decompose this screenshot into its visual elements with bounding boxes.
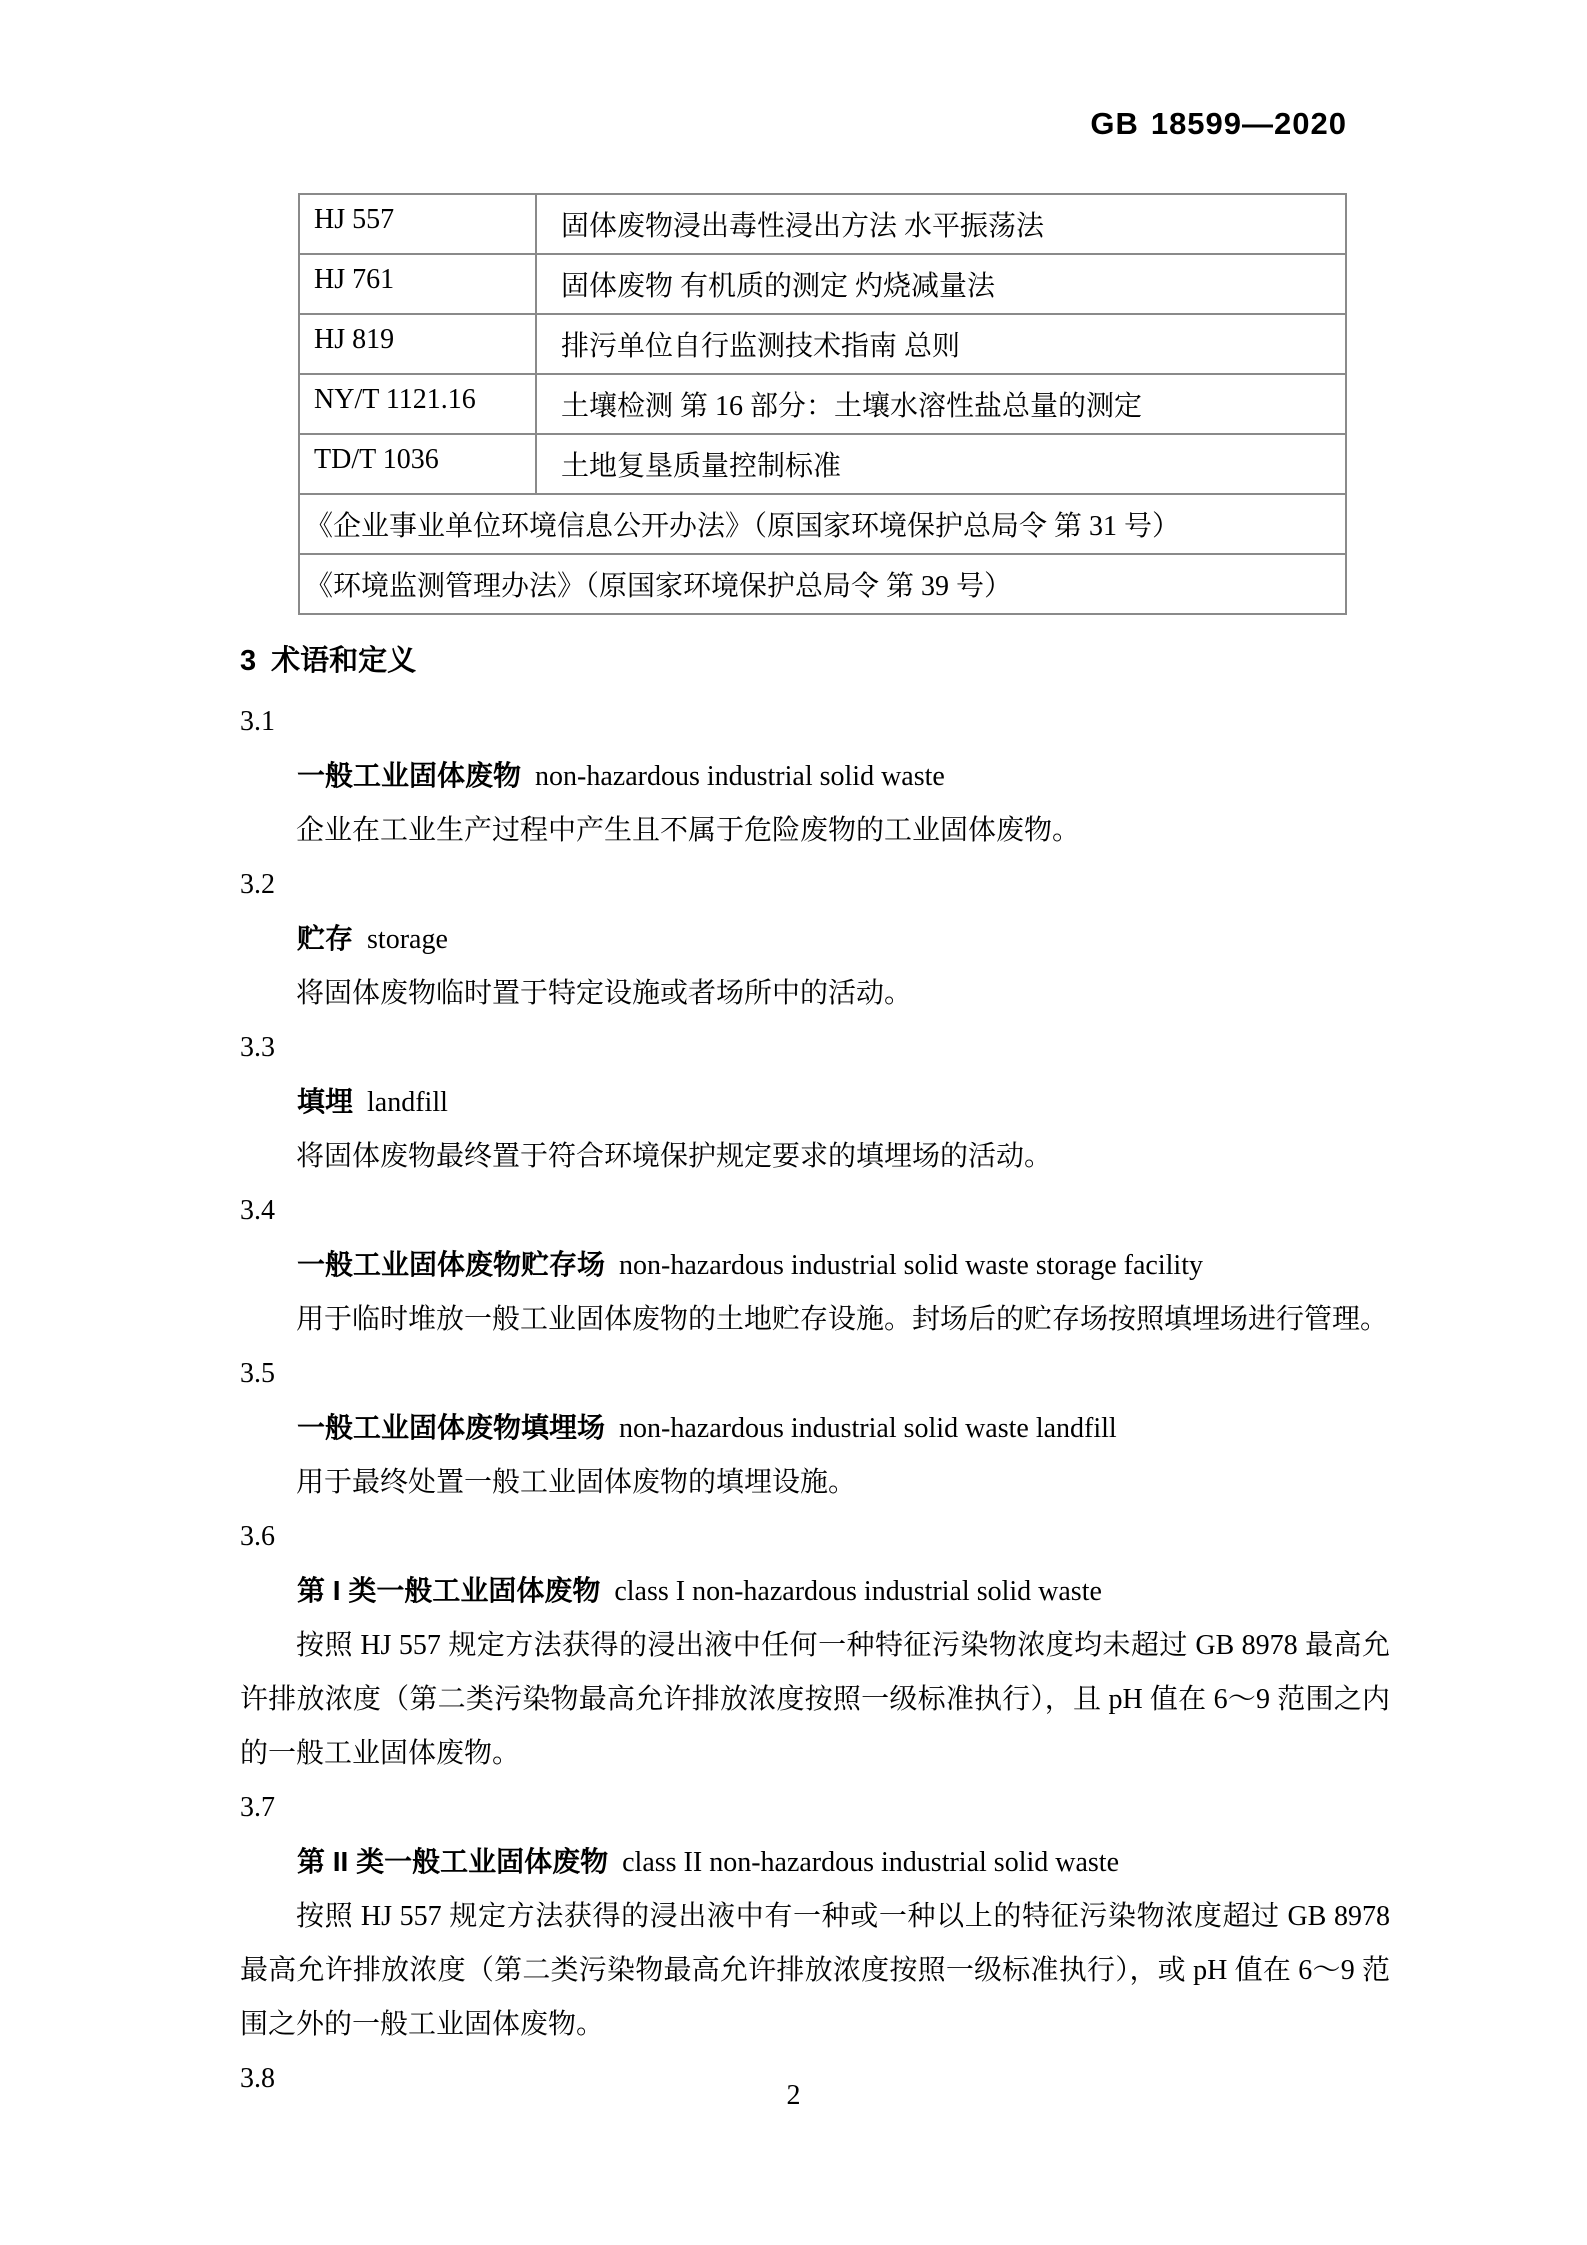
- term-name-en: class I non-hazardous industrial solid waste: [614, 1576, 1102, 1607]
- term-name-zh: 一般工业固体废物填埋场: [297, 1412, 606, 1443]
- ref-note-cell: 《环境监测管理办法》（原国家环境保护总局令 第 39 号）: [299, 554, 1346, 614]
- term-id: 3.1: [240, 706, 275, 737]
- term-block: [240, 1347, 1390, 1510]
- term-name-en: non-hazardous industrial solid waste landfill: [619, 1413, 1117, 1444]
- section-number: 3: [240, 645, 257, 677]
- table-row: [299, 194, 1346, 254]
- ref-title-cell: 土地复垦质量控制标准: [536, 434, 1346, 494]
- term-definition: 将固体废物临时置于特定设施或者场所中的活动。: [296, 978, 913, 1009]
- term-block: [240, 695, 1390, 858]
- term-name-zh: 第 I 类一般工业固体废物: [297, 1575, 601, 1606]
- ref-code-cell: HJ 819: [299, 314, 536, 374]
- term-definition: 用于临时堆放一般工业固体废物的土地贮存设施。封场后的贮存场按照填埋场进行管理。: [296, 1304, 1389, 1335]
- term-definition: 企业在工业生产过程中产生且不属于危险废物的工业固体废物。: [296, 815, 1081, 846]
- term-name-zh: 一般工业固体废物: [297, 760, 522, 791]
- term-id: 3.7: [240, 1792, 275, 1823]
- term-id: 3.2: [240, 869, 275, 900]
- term-name: [240, 1238, 1390, 1293]
- standard-code-label: 18599—2020: [1150, 106, 1347, 141]
- ref-title-cell: 固体废物浸出毒性浸出方法 水平振荡法: [536, 194, 1346, 254]
- ref-note-cell: 《企业事业单位环境信息公开办法》（原国家环境保护总局令 第 31 号）: [299, 494, 1346, 554]
- table-row: [299, 374, 1346, 434]
- term-id: 3.6: [240, 1521, 275, 1552]
- ref-code-cell: TD/T 1036: [299, 434, 536, 494]
- section-title: 术语和定义: [271, 645, 417, 677]
- term-name: [240, 1401, 1390, 1456]
- ref-code-cell: NY/T 1121.16: [299, 374, 536, 434]
- term-block: [240, 858, 1390, 1021]
- term-name: [240, 1564, 1390, 1619]
- page-number: 2: [786, 2080, 801, 2111]
- term-block: [240, 1510, 1390, 1781]
- table-row: [299, 314, 1346, 374]
- term-definition: 将固体废物最终置于符合环境保护规定要求的填埋场的活动。: [296, 1141, 1053, 1172]
- term-id: 3.3: [240, 1032, 275, 1063]
- term-definition: 按照 HJ 557 规定方法获得的浸出液中任何一种特征污染物浓度均未超过 GB 8978 最高允许排放浓度（第二类污染物最高允许排放浓度按照一级标准执行），且 pH 值在 6～9 范围之内的一般工业固体废物。: [240, 1630, 1390, 1769]
- ref-title-cell: 排污单位自行监测技术指南 总则: [536, 314, 1346, 374]
- page-body: [240, 193, 1390, 2106]
- term-id: 3.5: [240, 1358, 275, 1389]
- table-row: [299, 434, 1346, 494]
- term-name-en: landfill: [367, 1087, 448, 1118]
- terms-and-definitions: [240, 695, 1390, 2106]
- term-name-en: non-hazardous industrial solid waste: [535, 761, 945, 792]
- table-row: [299, 494, 1346, 554]
- term-name-zh: 填埋: [297, 1086, 354, 1117]
- term-id: 3.4: [240, 1195, 275, 1226]
- table-row: [299, 254, 1346, 314]
- table-row: [299, 554, 1346, 614]
- term-name-zh: 第 II 类一般工业固体废物: [297, 1846, 609, 1877]
- ref-code-cell: HJ 761: [299, 254, 536, 314]
- term-name: [240, 1835, 1390, 1890]
- term-block: [240, 1781, 1390, 2052]
- term-name-zh: 一般工业固体废物贮存场: [297, 1249, 606, 1280]
- section-heading: [240, 641, 1390, 681]
- ref-code-cell: HJ 557: [299, 194, 536, 254]
- term-definition: 用于最终处置一般工业固体废物的填埋设施。: [296, 1467, 857, 1498]
- term-name-zh: 贮存: [297, 923, 354, 954]
- term-name-en: class II non-hazardous industrial solid waste: [622, 1847, 1120, 1878]
- term-name: [240, 912, 1390, 967]
- term-id: 3.8: [240, 2063, 275, 2094]
- term-block: [240, 1021, 1390, 1184]
- ref-title-cell: 固体废物 有机质的测定 灼烧减量法: [536, 254, 1346, 314]
- standard-number-header: [1090, 106, 1347, 142]
- term-block: [240, 1184, 1390, 1347]
- term-name: [240, 749, 1390, 804]
- term-name-en: storage: [367, 924, 448, 955]
- term-name-en: non-hazardous industrial solid waste storage facility: [619, 1250, 1203, 1281]
- standard-org-label: GB: [1090, 106, 1139, 141]
- term-definition: 按照 HJ 557 规定方法获得的浸出液中有一种或一种以上的特征污染物浓度超过 GB 8978 最高允许排放浓度（第二类污染物最高允许排放浓度按照一级标准执行），或 pH 值在 6～9 范围之外的一般工业固体废物。: [240, 1901, 1390, 2040]
- normative-references-table: [298, 193, 1347, 615]
- ref-title-cell: 土壤检测 第 16 部分：土壤水溶性盐总量的测定: [536, 374, 1346, 434]
- term-name: [240, 1075, 1390, 1130]
